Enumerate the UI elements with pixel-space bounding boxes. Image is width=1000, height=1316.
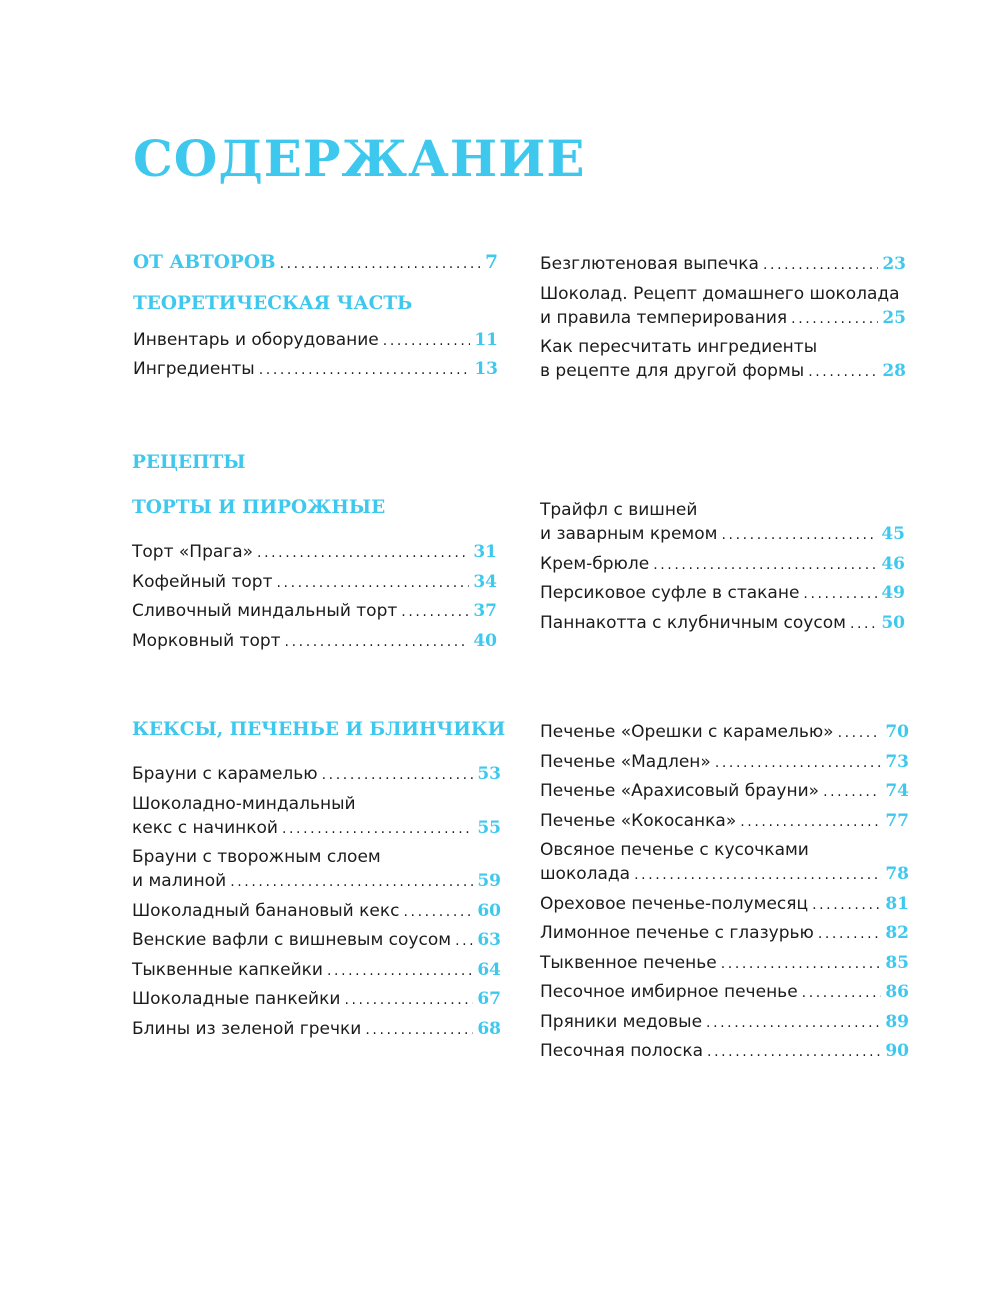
toc-entry-multiline[interactable] — [540, 498, 905, 552]
toc-entry-title: шоколада — [540, 864, 631, 884]
toc-entry[interactable] — [132, 1017, 501, 1047]
toc-entry[interactable] — [132, 928, 501, 958]
toc-entry-page: 60 — [477, 900, 501, 921]
leader-dots — [818, 926, 882, 942]
toc-entry-title: Шоколадные панкейки — [132, 989, 341, 1009]
leader-dots — [282, 821, 473, 837]
toc-entry-page: 59 — [477, 871, 501, 891]
toc-entry[interactable] — [540, 1039, 909, 1069]
toc-entry-title: Тыквенное печенье — [540, 952, 717, 973]
toc-entry-page: 78 — [885, 864, 909, 884]
toc-entry-multiline[interactable] — [540, 838, 909, 892]
toc-entry-title-line1: Овсяное печенье с кусочками — [540, 840, 809, 860]
toc-entry-page: 46 — [881, 553, 905, 574]
leader-dots — [634, 867, 881, 883]
toc-entry-title: Песочное имбирное печенье — [540, 982, 798, 1002]
toc-entry-page: 67 — [477, 989, 501, 1009]
toc-entry[interactable] — [132, 958, 501, 988]
toc-entry-page: 7 — [485, 252, 498, 273]
toc-entry-page: 70 — [885, 722, 909, 742]
leader-dots — [277, 575, 470, 591]
toc-entry[interactable] — [540, 951, 909, 981]
leader-dots — [383, 333, 471, 349]
toc-entry-title: Печенье «Кокосанка» — [540, 810, 737, 831]
toc-entry[interactable] — [540, 611, 905, 641]
toc-entry-page: 25 — [882, 308, 906, 328]
toc-entry-title-line1: Шоколадно-миндальный — [132, 793, 356, 814]
toc-entry-title: и малиной — [132, 871, 227, 891]
cookies-left-column — [132, 762, 501, 1046]
toc-entry-page: 53 — [477, 764, 501, 784]
toc-entry-title: Безглютеновая выпечка — [540, 254, 759, 274]
toc-entry-authors[interactable] — [133, 251, 498, 275]
toc-entry-multiline[interactable] — [540, 282, 906, 335]
toc-entry-title: Пряники медовые — [540, 1011, 703, 1032]
leader-dots — [721, 527, 877, 543]
toc-entry-page: 81 — [885, 893, 909, 914]
intro-right-column — [540, 252, 906, 388]
toc-entry-title: Печенье «Орешки с карамелью» — [540, 722, 834, 742]
toc-entry[interactable] — [540, 252, 906, 281]
toc-entry[interactable] — [540, 720, 909, 750]
toc-entry[interactable] — [540, 779, 909, 809]
leader-dots — [802, 985, 882, 1001]
toc-entry-page: 55 — [477, 817, 501, 838]
toc-entry-title: Лимонное печенье с глазурью — [540, 923, 814, 943]
toc-entry-title: ОТ АВТОРОВ — [133, 252, 276, 273]
section-heading-theory: ТЕОРЕТИЧЕСКАЯ ЧАСТЬ — [133, 293, 413, 314]
toc-entry[interactable] — [132, 629, 497, 659]
toc-entry-title: Брауни с карамелью — [132, 764, 318, 784]
toc-entry-title: Венские вафли с вишневым соусом — [132, 930, 452, 950]
toc-entry-page: 64 — [477, 959, 501, 980]
toc-entry-page: 45 — [881, 524, 905, 544]
cakes-right-column — [540, 498, 905, 640]
toc-entry-multiline[interactable] — [132, 845, 501, 899]
toc-entry-page: 85 — [885, 952, 909, 973]
toc-entry[interactable] — [540, 892, 909, 922]
toc-entry-page: 63 — [477, 930, 501, 950]
toc-entry-title-line1: Как пересчитать ингредиенты — [540, 337, 818, 357]
leader-dots — [322, 767, 474, 783]
toc-entry-multiline[interactable] — [132, 792, 501, 846]
toc-entry-title: и правила темперирования — [540, 308, 788, 328]
toc-entry-title: Тыквенные капкейки — [132, 959, 323, 980]
toc-entry-title-line1: Шоколад. Рецепт домашнего шоколада — [540, 284, 900, 304]
section-heading-cookies: КЕКСЫ, ПЕЧЕНЬЕ И БЛИНЧИКИ — [132, 719, 506, 740]
leader-dots — [812, 897, 881, 913]
leader-dots — [259, 362, 471, 378]
intro-left-column — [133, 251, 498, 275]
toc-entry[interactable] — [540, 921, 909, 951]
toc-entry[interactable] — [540, 980, 909, 1010]
toc-entry-page: 73 — [885, 751, 909, 772]
toc-entry-page: 90 — [885, 1041, 909, 1061]
leader-dots — [230, 874, 473, 890]
toc-entry-title: Шоколадный банановый кекс — [132, 900, 400, 921]
toc-entry[interactable] — [540, 809, 909, 839]
intro-theory-list — [133, 328, 498, 386]
toc-entry-page: 23 — [882, 254, 906, 274]
toc-entry-page: 82 — [885, 923, 909, 943]
toc-entry[interactable] — [540, 1010, 909, 1040]
leader-dots — [803, 586, 877, 602]
toc-entry[interactable] — [540, 581, 905, 611]
toc-entry-page: 37 — [473, 601, 497, 621]
toc-entry[interactable] — [133, 357, 498, 386]
toc-entry-page: 49 — [881, 583, 905, 603]
section-heading-cakes: ТОРТЫ И ПИРОЖНЫЕ — [132, 497, 386, 518]
toc-entry-title: Кофейный торт — [132, 571, 273, 592]
toc-entry-title: Ингредиенты — [133, 359, 255, 379]
leader-dots — [740, 814, 881, 830]
toc-entry-title-line1: Брауни с творожным слоем — [132, 847, 381, 867]
leader-dots — [285, 634, 470, 650]
section-heading-recipes: РЕЦЕПТЫ — [132, 452, 246, 473]
toc-entry-page: 50 — [881, 612, 905, 633]
toc-entry-title-line1: Трайфл с вишней — [540, 500, 698, 520]
toc-entry-title: Крем-брюле — [540, 553, 650, 574]
leader-dots — [257, 545, 469, 561]
leader-dots — [715, 755, 882, 771]
toc-entry-page: 34 — [473, 571, 497, 592]
toc-entry-page: 28 — [882, 361, 906, 381]
leader-dots — [823, 784, 881, 800]
toc-entry-page: 74 — [885, 781, 909, 801]
toc-entry[interactable] — [132, 762, 501, 792]
toc-entry-page: 86 — [885, 982, 909, 1002]
leader-dots — [455, 933, 473, 949]
leader-dots — [791, 311, 878, 327]
toc-entry-title: Печенье «Арахисовый брауни» — [540, 781, 820, 801]
toc-entry-title: Песочная полоска — [540, 1041, 704, 1061]
leader-dots — [850, 616, 877, 632]
toc-entry-title: Паннакотта с клубничным соусом — [540, 612, 846, 633]
page-title: СОДЕРЖАНИЕ — [133, 129, 586, 188]
toc-entry-page: 89 — [885, 1011, 909, 1032]
toc-entry-title: кекс с начинкой — [132, 817, 278, 838]
leader-dots — [838, 725, 882, 741]
leader-dots — [344, 992, 473, 1008]
toc-entry-page: 13 — [474, 359, 498, 379]
toc-entry-page: 77 — [885, 810, 909, 831]
leader-dots — [763, 257, 878, 273]
leader-dots — [706, 1015, 881, 1031]
toc-entry-title: Инвентарь и оборудование — [133, 330, 379, 350]
toc-entry-title: Торт «Прага» — [132, 542, 254, 562]
toc-entry-page: 40 — [473, 630, 497, 651]
toc-entry-title: Морковный торт — [132, 630, 281, 651]
leader-dots — [280, 256, 482, 272]
leader-dots — [721, 956, 882, 972]
leader-dots — [653, 557, 877, 573]
toc-entry[interactable] — [540, 750, 909, 780]
leader-dots — [365, 1022, 473, 1038]
toc-entry-title: Персиковое суфле в стакане — [540, 583, 800, 603]
toc-entry[interactable] — [132, 540, 497, 570]
toc-entry-title: Сливочный миндальный торт — [132, 601, 398, 621]
toc-entry[interactable] — [132, 899, 501, 929]
toc-entry[interactable] — [132, 570, 497, 600]
toc-entry[interactable] — [132, 599, 497, 629]
toc-entry-title: в рецепте для другой формы — [540, 361, 805, 381]
toc-entry-title: Печенье «Мадлен» — [540, 751, 711, 772]
toc-entry[interactable] — [133, 328, 498, 357]
toc-entry-page: 11 — [474, 330, 498, 350]
leader-dots — [401, 604, 469, 620]
toc-entry-title: и заварным кремом — [540, 524, 718, 544]
toc-entry-page: 31 — [473, 542, 497, 562]
toc-entry[interactable] — [540, 552, 905, 582]
toc-entry-multiline[interactable] — [540, 335, 906, 388]
leader-dots — [327, 963, 473, 979]
toc-entry-title: Блины из зеленой гречки — [132, 1018, 362, 1039]
leader-dots — [403, 904, 473, 920]
cookies-right-column — [540, 720, 909, 1069]
toc-entry-page: 68 — [477, 1018, 501, 1039]
toc-entry-title: Ореховое печенье-полумесяц — [540, 893, 809, 914]
cakes-left-column — [132, 540, 497, 658]
leader-dots — [707, 1044, 881, 1060]
leader-dots — [808, 364, 878, 380]
toc-entry[interactable] — [132, 987, 501, 1017]
